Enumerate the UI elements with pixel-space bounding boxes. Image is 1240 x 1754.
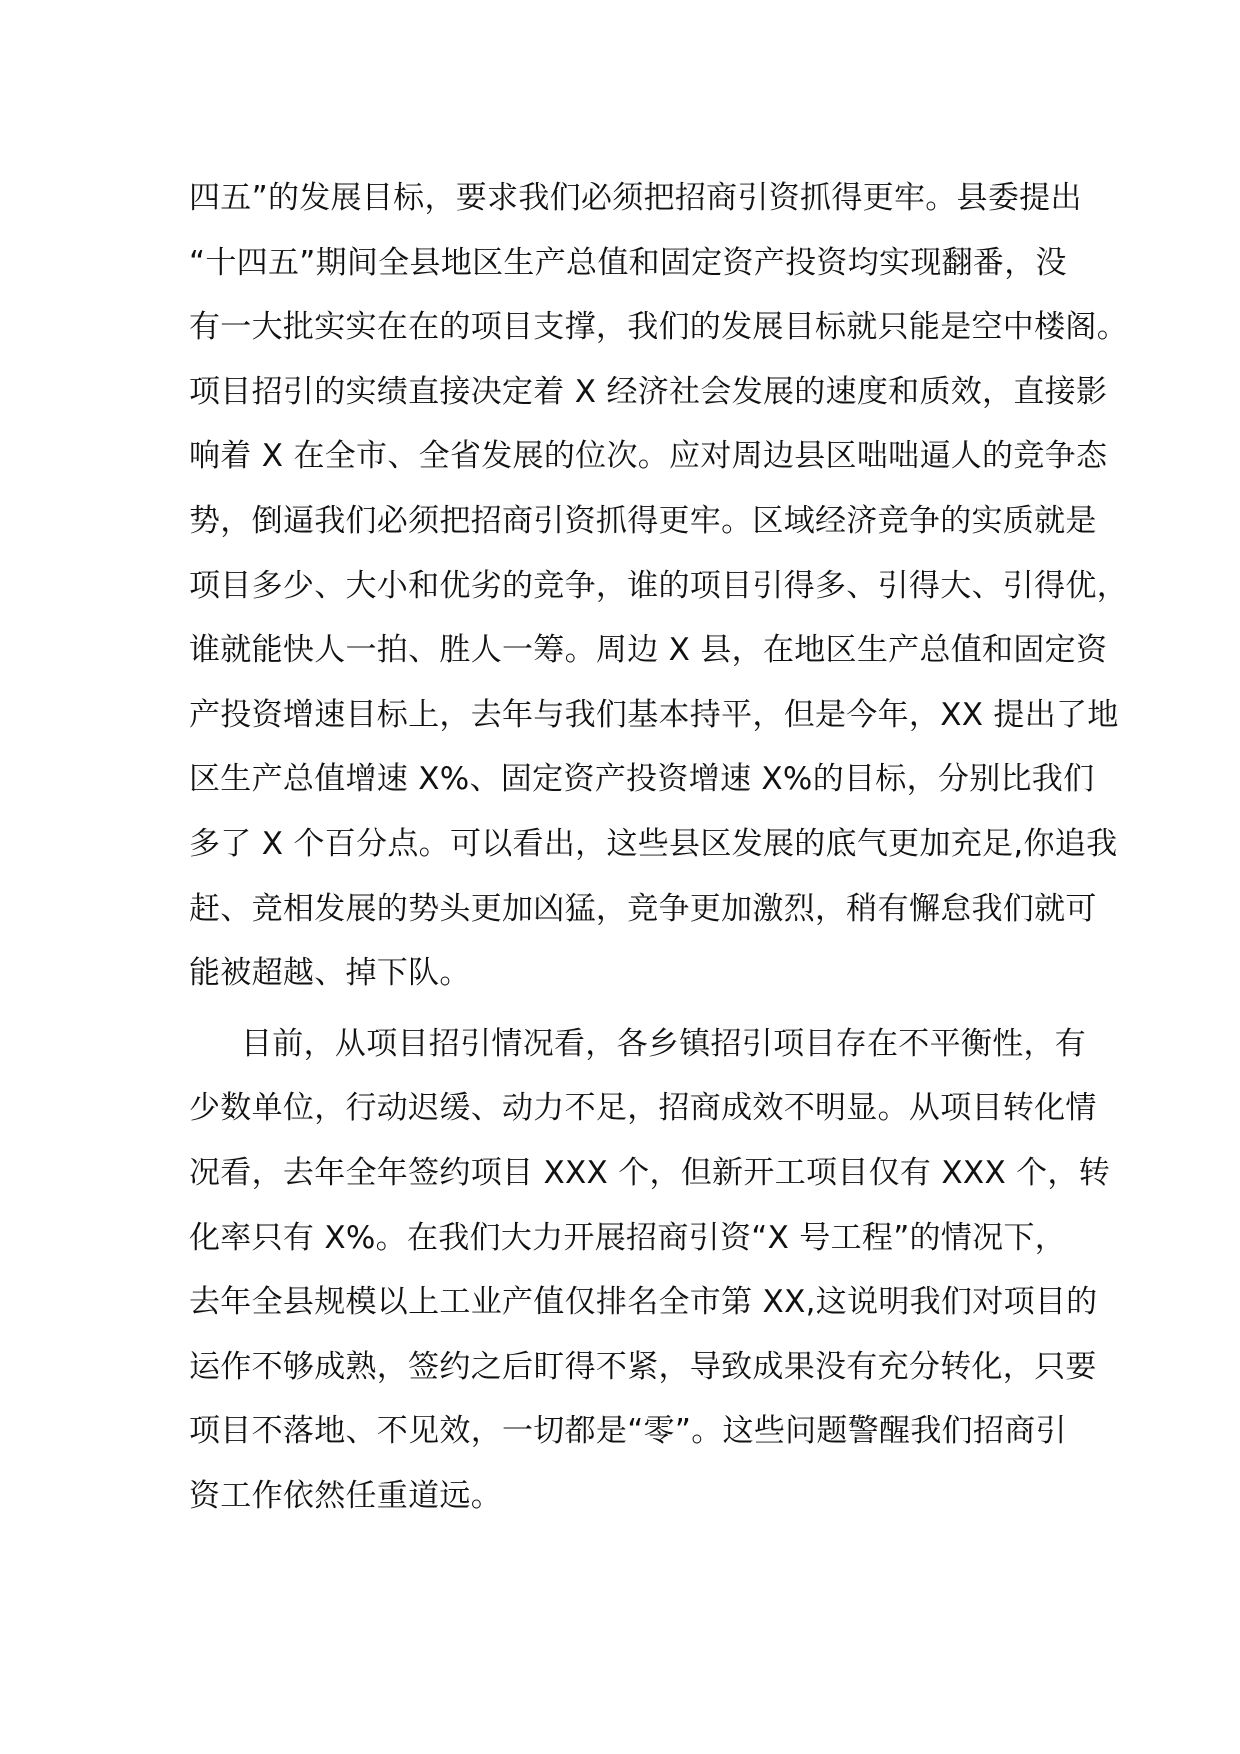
body-text <box>189 166 1128 1528</box>
text-line: 势，倒逼我们必须把招商引资抓得更牢。区域经济竞争的实质就是 <box>189 502 1097 539</box>
text-line: 产投资增速目标上，去年与我们基本持平，但是今年，XX 提出了地 <box>189 696 1119 733</box>
text-line: 多了 X 个百分点。可以看出，这些县区发展的底气更加充足,你追我 <box>189 825 1118 862</box>
text-line: 况看，去年全年签约项目 XXX 个，但新开工项目仅有 XXX 个，转 <box>189 1154 1111 1191</box>
text-line: 赶、竞相发展的势头更加凶猛，竞争更加激烈，稍有懈怠我们就可 <box>189 890 1097 927</box>
text-line: 项目多少、大小和优劣的竞争，谁的项目引得多、引得大、引得优， <box>189 567 1128 604</box>
text-line: 谁就能快人一拍、胜人一筹。周边 X 县，在地区生产总值和固定资 <box>189 632 1108 669</box>
text-line: 去年全县规模以上工业产值仅排名全市第 XX,这说明我们对项目的 <box>189 1284 1098 1321</box>
text-line: 区生产总值增速 X%、固定资产投资增速 X%的目标，分别比我们 <box>189 761 1095 798</box>
text-line: 目前，从项目招引情况看，各乡镇招引项目存在不平衡性，有 <box>241 1025 1087 1062</box>
text-line: “十四五”期间全县地区生产总值和固定资产投资均实现翻番，没 <box>189 244 1067 281</box>
paragraph-1 <box>189 166 1128 1006</box>
text-line: 项目不落地、不见效，一切都是“零”。这些问题警醒我们招商引 <box>189 1413 1067 1450</box>
text-line: 能被超越、掉下队。 <box>189 955 471 992</box>
text-line: 四五”的发展目标，要求我们必须把招商引资抓得更牢。县委提出 <box>189 180 1082 216</box>
text-line: 少数单位，行动迟缓、动力不足，招商成效不明显。从项目转化情 <box>189 1090 1097 1127</box>
text-line: 项目招引的实绩直接决定着 X 经济社会发展的速度和质效，直接影 <box>189 373 1108 410</box>
paragraph-2 <box>189 1012 1111 1529</box>
text-line: 运作不够成熟，签约之后盯得不紧，导致成果没有充分转化，只要 <box>189 1348 1097 1385</box>
text-line: 响着 X 在全市、全省发展的位次。应对周边县区咄咄逼人的竞争态 <box>189 438 1108 475</box>
text-line: 资工作依然任重道远。 <box>189 1477 502 1514</box>
text-line: 有一大批实实在在的项目支撑，我们的发展目标就只能是空中楼阁。 <box>189 309 1128 346</box>
text-line: 化率只有 X%。在我们大力开展招商引资“X 号工程”的情况下， <box>189 1219 1067 1256</box>
